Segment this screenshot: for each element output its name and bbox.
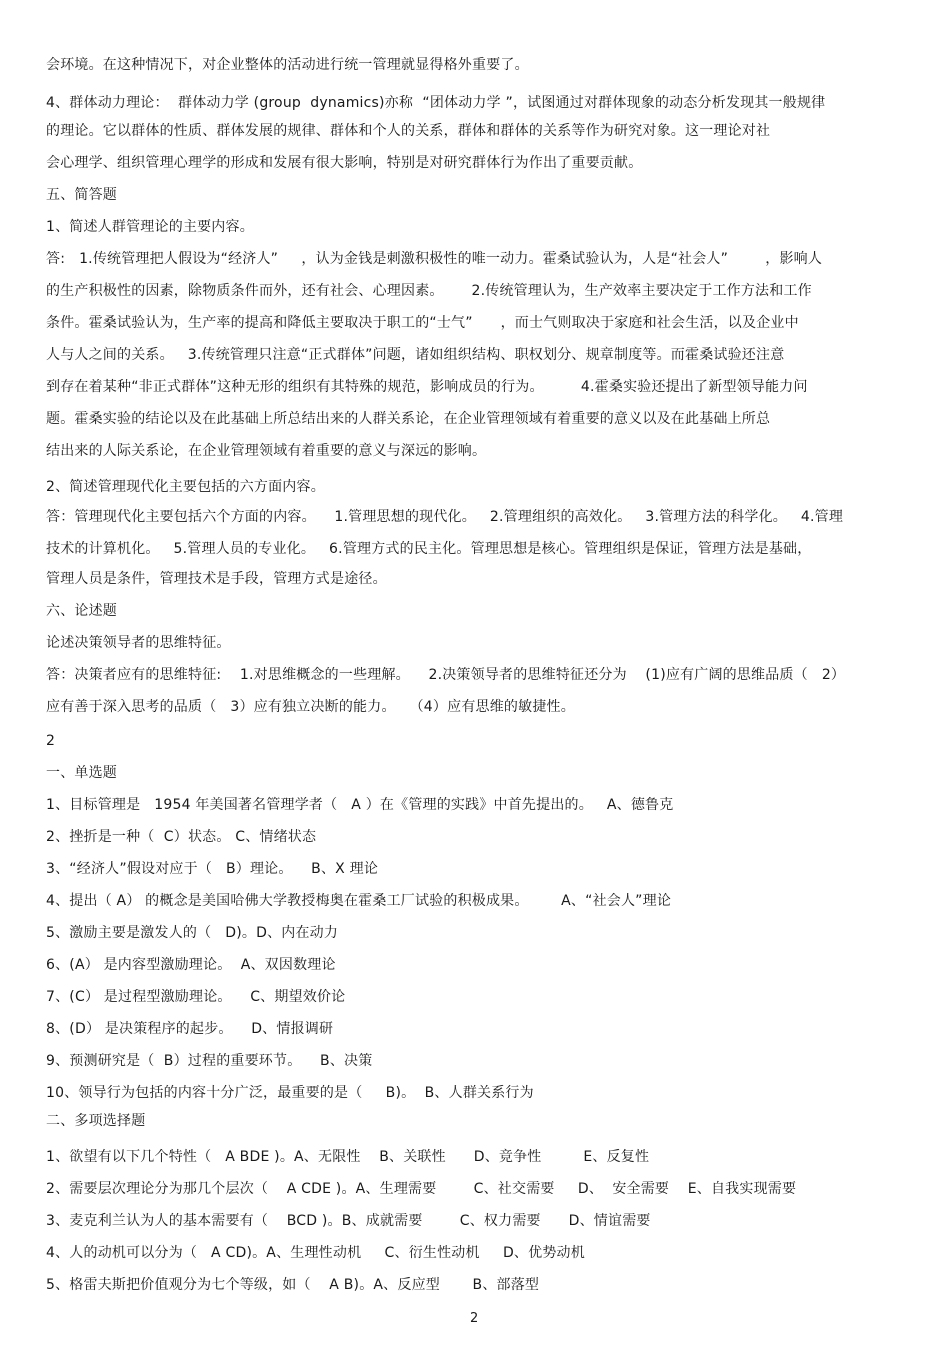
text-line: 5、激励主要是激发人的（ D)。D、内在动力 [46,925,339,941]
text-line: 的生产积极性的因素，除物质条件而外，还有社会、心理因素。 2.传统管理认为，生产效率主要决定于工作方法和工作 [46,283,812,299]
text-line: 2、挫折是一种（ C）状态。 C、情绪状态 [46,829,317,845]
text-line: 题。霍桑实验的结论以及在此基础上所总结出来的人群关系论，在企业管理领域有着重要的意义以及在此基础上所总 [46,411,771,427]
text-line: 6、(A） 是内容型激励理论。 A、双因数理论 [46,957,336,973]
text-line: 10、领导行为包括的内容十分广泛，最重要的是（ B)。 B、人群关系行为 [46,1085,534,1101]
text-line: 4、群体动力理论： 群体动力学 (group dynamics)亦称 “团体动力学 ”，试图通过对群体现象的动态分析发现其一般规律 [46,95,826,111]
text-line: 结出来的人际关系论，在企业管理领域有着重要的意义与深远的影响。 [46,443,487,459]
text-line: 五、简答题 [46,187,117,203]
text-line: 2、简述管理现代化主要包括的六方面内容。 [46,479,325,495]
text-line: 答: 1.传统管理把人假设为“经济人” ，认为金钱是刺激积极性的唯一动力。霍桑试验认为，人是“社会人” ，影响人 [46,251,823,267]
text-line: 会环境。在这种情况下，对企业整体的活动进行统一管理就显得格外重要了。 [46,57,529,73]
text-line: 管理人员是条件，管理技术是手段，管理方式是途径。 [46,571,387,587]
text-line: 应有善于深入思考的品质（ 3）应有独立决断的能力。 （4）应有思维的敏捷性。 [46,699,575,715]
text-line: 4、提出（ A） 的概念是美国哈佛大学教授梅奥在霍桑工厂试验的积极成果。 A、“社会人”理论 [46,893,672,909]
text-line: 六、论述题 [46,603,117,619]
text-line: 1、简述人群管理论的主要内容。 [46,219,254,235]
text-line: 条件。霍桑试验认为，生产率的提高和降低主要取决于职工的“士气” ，而士气则取决于家庭和社会生活，以及企业中 [46,315,799,331]
text-line: 一、单选题 [46,765,117,781]
text-line: 1、目标管理是 1954 年美国著名管理学者（ A ）在《管理的实践》中首先提出的。 A、德鲁克 [46,797,674,813]
text-line: 5、格雷夫斯把价值观分为七个等级，如（ A B)。A、反应型 B、部落型 [46,1277,540,1293]
text-line: 3、“经济人”假设对应于（ B）理论。 B、X 理论 [46,861,379,877]
text-line: 技术的计算机化。 5.管理人员的专业化。 6.管理方式的民主化。管理思想是核心。管理组织是保证，管理方法是基础， [46,541,812,557]
text-line: 8、(D） 是决策程序的起步。 D、情报调研 [46,1021,334,1037]
text-line: 答：决策者应有的思维特征: 1.对思维概念的一些理解。 2.决策领导者的思维特征还分为 (1)应有广阔的思维品质（ 2） [46,667,846,683]
text-line: 的理论。它以群体的性质、群体发展的规律、群体和个人的关系，群体和群体的关系等作为研究对象。这一理论对社 [46,123,771,139]
text-line: 9、预测研究是（ B）过程的重要环节。 B、决策 [46,1053,373,1069]
text-line: 会心理学、组织管理心理学的形成和发展有很大影响，特别是对研究群体行为作出了重要贡献。 [46,155,643,171]
page-number: 2 [470,1311,479,1326]
text-line: 人与人之间的关系。 3.传统管理只注意“正式群体”问题，诸如组织结构、职权划分、规章制度等。而霍桑试验还注意 [46,347,785,363]
text-line: 2 [46,733,56,749]
text-line: 2、需要层次理论分为那几个层次（ A CDE )。A、生理需要 C、社交需要 D、 安全需要 E、自我实现需要 [46,1181,797,1197]
text-line: 答：管理现代化主要包括六个方面的内容。 1.管理思想的现代化。 2.管理组织的高效化。 3.管理方法的科学化。 4.管理 [46,509,844,525]
text-line: 4、人的动机可以分为（ A CD)。A、生理性动机 C、衍生性动机 D、优势动机 [46,1245,585,1261]
text-line: 1、欲望有以下几个特性（ A BDE )。A、无限性 B、关联性 D、竞争性 E、反复性 [46,1149,650,1165]
text-line: 论述决策领导者的思维特征。 [46,635,231,651]
text-line: 7、(C） 是过程型激励理论。 C、期望效价论 [46,989,346,1005]
text-line: 到存在着某种“非正式群体”这种无形的组织有其特殊的规范，影响成员的行为。 4.霍桑实验还提出了新型领导能力问 [46,379,808,395]
text-line: 3、麦克利兰认为人的基本需要有（ BCD )。B、成就需要 C、权力需要 D、情谊需要 [46,1213,651,1229]
text-line: 二、多项选择题 [46,1113,146,1129]
